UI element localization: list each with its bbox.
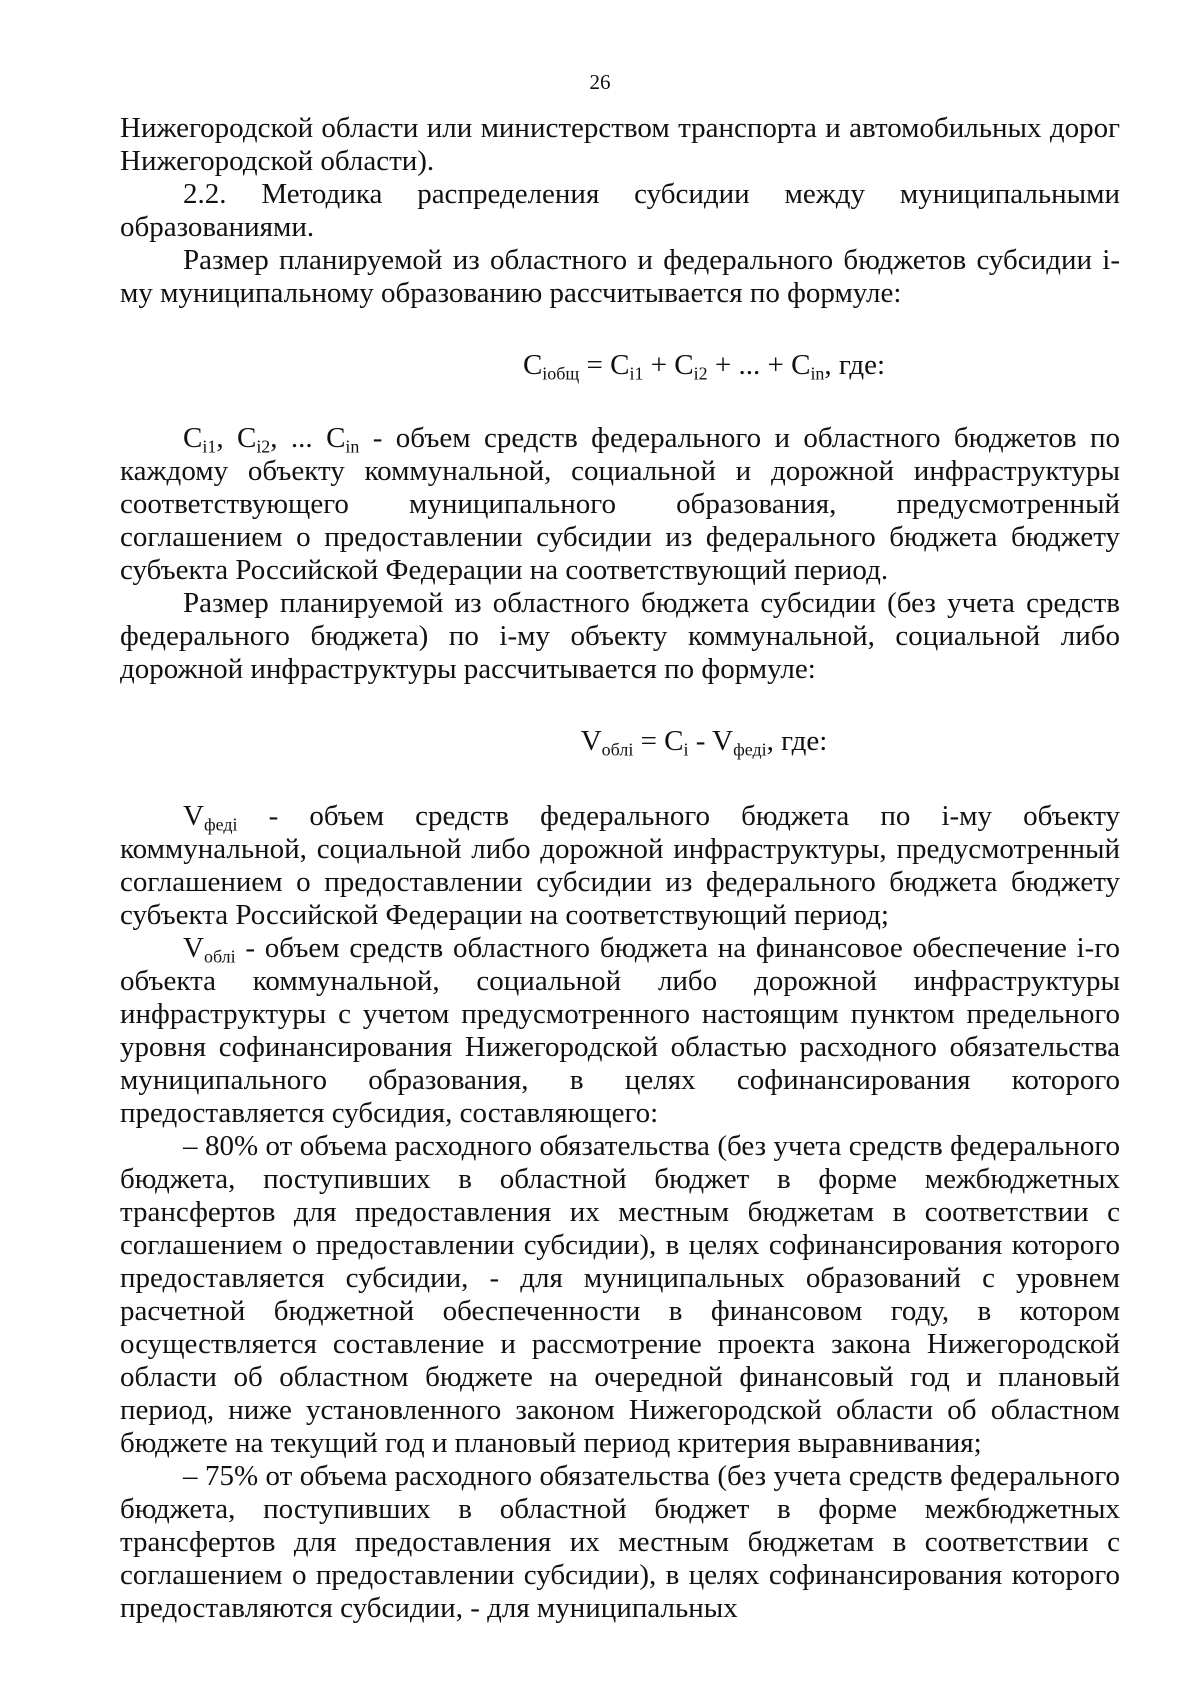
variable-subscript: i1 bbox=[202, 436, 217, 457]
formula-tail: , где: bbox=[824, 349, 886, 381]
variable-symbol: V bbox=[183, 932, 204, 964]
formula-symbol: С bbox=[664, 725, 684, 757]
variable-separator: , ... bbox=[270, 422, 327, 454]
paragraph-subsidy-size: Размер планируемой из областного и федерального бюджетов субсидии i-му муниципальному образованию рассчитывается по формуле: bbox=[120, 244, 1120, 309]
paragraph-variables-c bbox=[120, 422, 1120, 587]
formula-operator: = bbox=[633, 725, 665, 757]
document-body bbox=[120, 112, 1120, 1625]
formula-operator: + bbox=[643, 349, 675, 381]
variable-definition: - объем средств федерального бюджета по i-му объекту коммунальной, социальной либо дорожной инфраструктуры, предусмотренный соглашением о предоставлении субсидии из федерального бюджета бюджету субъекта Российской Федерации на соответствующий период; bbox=[120, 800, 1120, 931]
formula-subscript: i bbox=[683, 739, 689, 760]
formula-symbol: V bbox=[712, 725, 734, 757]
variable-separator: , bbox=[216, 422, 237, 454]
page-number: 26 bbox=[589, 70, 611, 94]
formula-subscript: федi bbox=[733, 739, 767, 760]
formula-symbol: С bbox=[674, 349, 694, 381]
variable-subscript: i2 bbox=[256, 436, 271, 457]
variable-subscript: облi bbox=[203, 946, 236, 967]
section-heading-2-2: 2.2. Методика распределения субсидии между муниципальными образованиями. bbox=[120, 178, 1120, 243]
variable-definition: - объем средств федерального и областного бюджетов по каждому объекту коммунальной, социальной и дорожной инфраструктуры соответствующего муниципального образования, предусмотренный соглашением о предоставлении субсидии из федерального бюджета бюджету субъекта Российской Федерации на соответствующий период. bbox=[120, 422, 1120, 586]
paragraph-variable-vfed bbox=[120, 800, 1120, 932]
variable-subscript: федi bbox=[203, 814, 238, 835]
variable-symbol: V bbox=[183, 800, 204, 832]
formula-symbol: V bbox=[580, 725, 602, 757]
formula-regional-subsidy bbox=[120, 725, 1120, 758]
paragraph-continuation: Нижегородской области или министерством транспорта и автомобильных дорог Нижегородской области). bbox=[120, 112, 1120, 177]
formula-operator: = bbox=[579, 349, 611, 381]
variable-definition: - объем средств областного бюджета на финансовое обеспечение i-го объекта коммунальной, социальной либо дорожной инфраструктуры инфраструктуры с учетом предусмотренного настоящим пунктом предельного уровня софинансирования Нижегородской областью расходного обязательства муниципального образования, в целях софинансирования которого предоставляется субсидия, составляющего: bbox=[120, 932, 1120, 1129]
variable-symbol: С bbox=[183, 422, 203, 454]
formula-tail: , где: bbox=[766, 725, 828, 757]
paragraph-regional-subsidy: Размер планируемой из областного бюджета субсидии (без учета средств федерального бюджета) по i-му объекту коммунальной, социальной либо дорожной инфраструктуры рассчитывается по формуле: bbox=[120, 587, 1120, 685]
formula-subscript: iобщ bbox=[542, 363, 580, 384]
formula-subscript: i1 bbox=[629, 363, 644, 384]
list-item-80-percent: – 80% от объема расходного обязательства (без учета средств федерального бюджета, поступивших в областной бюджет в форме межбюджетных трансфертов для предоставления их местным бюджетам в соответствии с соглашением о предоставлении субсидии), в целях софинансирования которого предоставляется субсидии, - для муниципальных образований с уровнем расчетной бюджетной обеспеченности в финансовом году, в котором осуществляется составление и рассмотрение проекта закона Нижегородской области об областном бюджете на очередной финансовый год и плановый период, ниже установленного законом Нижегородской области об областном бюджете на текущий год и плановый период критерия выравнивания; bbox=[120, 1130, 1120, 1459]
list-item-75-percent: – 75% от объема расходного обязательства (без учета средств федерального бюджета, поступивших в областной бюджет в форме межбюджетных трансфертов для предоставления их местным бюджетам в соответствии с соглашением о предоставлении субсидии), в целях софинансирования которого предоставляются субсидии, - для муниципальных bbox=[120, 1460, 1120, 1624]
paragraph-variable-vobl bbox=[120, 932, 1120, 1130]
formula-subscript: in bbox=[810, 363, 825, 384]
formula-operator: + ... + bbox=[707, 349, 792, 381]
variable-symbol: С bbox=[236, 422, 257, 454]
formula-symbol: С bbox=[522, 349, 543, 381]
formula-subscript: i2 bbox=[693, 363, 708, 384]
variable-symbol: С bbox=[326, 422, 346, 454]
formula-subscript: облi bbox=[601, 739, 634, 760]
variable-subscript: in bbox=[345, 436, 360, 457]
formula-operator: - bbox=[688, 725, 713, 757]
formula-total-subsidy bbox=[120, 349, 1120, 382]
formula-symbol: С bbox=[791, 349, 811, 381]
formula-symbol: С bbox=[610, 349, 630, 381]
